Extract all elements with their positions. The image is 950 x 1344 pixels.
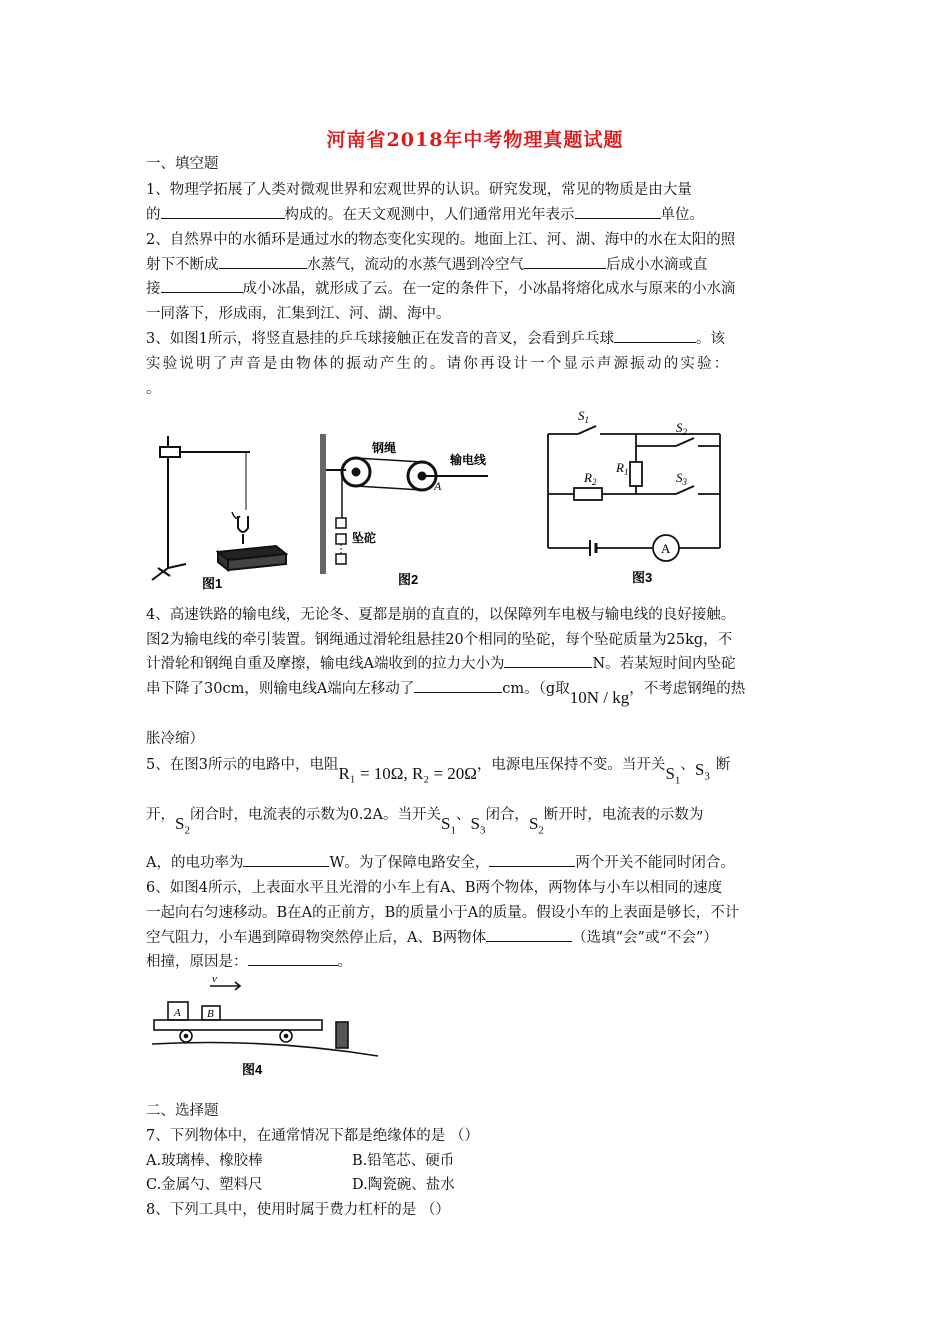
q1-text-c: 单位。 — [660, 207, 704, 223]
q3-text-a: 3、如图1所示，将竖直悬挂的乒乓球接触正在发音的音叉，会看到乒乓球 — [146, 331, 614, 347]
q8-stem: 8、下列工具中，使用时属于费力杠杆的是 （） — [146, 1202, 450, 1218]
q2-text-a: 射下不断成 — [146, 257, 219, 273]
figure-2 — [318, 430, 508, 590]
figure-4-a-label: A — [174, 1007, 181, 1019]
q6-blank-1[interactable] — [486, 927, 572, 942]
q5-text-c: 断 — [715, 757, 731, 773]
q3-text-b: 。该 — [695, 331, 725, 347]
q5-text-i: W。为了保障电路安全， — [329, 855, 490, 871]
q4-blank-2[interactable] — [414, 678, 502, 693]
q4-line1: 4、高速铁路的输电线，无论冬、夏都是崩的直直的，以保障列车电极与输电线的良好接触。 — [146, 607, 736, 623]
q3-blank-1[interactable] — [614, 328, 696, 343]
figure-2-rope-label: 钢绳 — [372, 441, 397, 455]
section-fill-heading: 一、填空题 — [146, 156, 219, 172]
q4-line3 — [146, 652, 736, 673]
q5-sep-2: 、 — [455, 807, 471, 823]
q2-text-c: 后成小水滴或直 — [606, 257, 708, 273]
q2-blank-2[interactable] — [524, 254, 606, 269]
q4-blank-1[interactable] — [504, 653, 592, 668]
figure-1-caption: 图1 — [202, 576, 223, 591]
q7-option-b: B.铅笔芯、硬币 — [352, 1153, 455, 1169]
q6-line3 — [146, 926, 718, 947]
q6-blank-2[interactable] — [248, 951, 338, 966]
q5-s1: $S_1$ — [665, 764, 681, 787]
q5-text-a: 5、在图3所示的电路中，电阻 — [146, 757, 339, 773]
figure-4 — [146, 972, 386, 1082]
q5-text-h: A，的电功率为 — [146, 855, 244, 871]
q5-text-j: 两个开关不能同时闭合。 — [575, 855, 735, 871]
q3-line2: 实验说明了声音是由物体的振动产生的。请你再设计一个显示声源振动的实验： — [146, 356, 731, 372]
figure-3 — [540, 408, 730, 588]
q4-line4 — [146, 677, 746, 707]
q4-text-e: ，不考虑钢绳的热 — [629, 681, 746, 697]
q5-line3 — [146, 851, 735, 872]
q5-sep-1: 、 — [680, 757, 695, 773]
figure-3-r1-label: $R_1$ — [616, 460, 629, 477]
figure-2-caption: 图2 — [398, 572, 419, 587]
q2-blank-3[interactable] — [161, 278, 243, 293]
q2-line3 — [146, 277, 736, 298]
figure-3-r2-label: $R_2$ — [584, 470, 597, 487]
q2-blank-1[interactable] — [219, 254, 307, 269]
q1-line2 — [146, 203, 704, 224]
q1-text-a: 的 — [146, 207, 161, 223]
q6-text-b: （选填“会”或“不会”） — [572, 930, 718, 946]
q5-blank-1[interactable] — [243, 852, 329, 867]
q5-text-b: ，电源电压保持不变。当开关 — [476, 757, 666, 773]
q5-s2-b: $S_2$ — [528, 814, 544, 837]
q3-line3: 。 — [146, 381, 161, 397]
q4-text-c: 串下降了30cm，则输电线A端向左移动了 — [146, 681, 415, 697]
q5-text-f: 闭合， — [485, 807, 529, 823]
q4-gravity-unit: 10N / kg — [569, 688, 630, 707]
q5-s3-b: $S_3$ — [470, 814, 486, 837]
figure-3-s1-label: $S_1$ — [578, 408, 589, 425]
figure-4-b-label: B — [207, 1008, 214, 1020]
q5-text-d: 开， — [146, 807, 175, 823]
q5-blank-2[interactable] — [489, 852, 575, 867]
q7-option-a: A.玻璃棒、橡胶棒 — [146, 1153, 263, 1169]
q2-line4: 一同落下，形成雨，汇集到江、河、湖、海中。 — [146, 306, 451, 322]
q4-line5: 胀冷缩） — [146, 731, 204, 747]
q7-stem: 7、下列物体中，在通常情况下都是绝缘体的是 （） — [146, 1128, 479, 1144]
figure-3-s2-label: $S_2$ — [676, 420, 687, 437]
q5-resistance-equation: R₁ = 10Ω, R₂ = 20Ω — [338, 764, 477, 783]
figure-2-weight-label: 坠砣 — [352, 531, 377, 545]
q5-text-e: 闭合时，电流表的示数为0.2A。当开关 — [189, 807, 441, 823]
q6-text-a: 空气阻力，小车遇到障碍物突然停止后，A、B两物体 — [146, 930, 487, 946]
figure-3-caption: 图3 — [632, 570, 653, 585]
q2-text-b: 水蒸气，流动的水蒸气遇到冷空气 — [306, 257, 524, 273]
q6-line1: 6、如图4所示，上表面水平且光滑的小车上有A、B两个物体，两物体与小车以相同的速度 — [146, 880, 723, 896]
q5-text-g: 断开时，电流表的示数为 — [543, 807, 704, 823]
q5-line1 — [146, 753, 731, 787]
figure-3-s3-label: $S_3$ — [676, 470, 687, 487]
q4-text-a: 计滑轮和钢绳自重及摩擦，输电线A端收到的拉力大小为 — [146, 656, 505, 672]
q5-s2-a: $S_2$ — [175, 814, 190, 837]
q1-line1: 1、物理学拓展了人类对微观世界和宏观世界的认识。研究发现，常见的物质是由大量 — [146, 182, 692, 198]
q1-blank-2[interactable] — [575, 204, 661, 219]
figure-2-point-label: A — [434, 479, 442, 493]
q2-line1: 2、自然界中的水循环是通过水的物态变化实现的。地面上江、河、湖、海中的水在太阳的照 — [146, 232, 736, 248]
q4-line2: 图2为输电线的牵引装置。钢绳通过滑轮组悬挂20个相同的坠砣，每个坠砣质量为25kg，不 — [146, 632, 733, 648]
q5-s3: $S_3$ — [694, 760, 710, 783]
q2-line2 — [146, 253, 708, 274]
figure-2-wire-label: 输电线 — [450, 453, 487, 467]
q5-s1-b: $S_1$ — [441, 814, 456, 837]
q1-text-b: 构成的。在天文观测中，人们通常用光年表示 — [284, 207, 575, 223]
figure-1 — [146, 428, 306, 593]
page-title: 河南省2018年中考物理真题试题 — [326, 129, 624, 151]
figure-4-caption: 图4 — [242, 1062, 263, 1077]
q2-text-e: 成小冰晶，就形成了云。在一定的条件下，小冰晶将熔化成水与原来的小水滴 — [242, 281, 736, 297]
q6-line2: 一起向右匀速移动。B在A的正前方，B的质量小于A的质量。假设小车的上表面是够长，不计 — [146, 905, 740, 921]
section-choice-heading: 二、选择题 — [146, 1103, 219, 1119]
q5-line2 — [146, 803, 704, 837]
q2-text-d: 接 — [146, 281, 161, 297]
q1-blank-1[interactable] — [161, 204, 285, 219]
q6-line4 — [146, 950, 352, 971]
q4-text-d: cm。（g取 — [502, 681, 570, 697]
q7-option-c: C.金属勺、塑料尺 — [146, 1177, 263, 1193]
q7-option-d: D.陶瓷碗、盐水 — [352, 1177, 455, 1193]
q6-text-d: 。 — [337, 954, 352, 970]
q6-text-c: 相撞，原因是： — [146, 954, 248, 970]
q4-text-b: N。若某短时间内坠砣 — [592, 656, 736, 672]
q3-line1 — [146, 327, 725, 348]
figure-4-velocity-label: v — [212, 973, 217, 985]
figure-3-ammeter-label: A — [661, 541, 671, 556]
